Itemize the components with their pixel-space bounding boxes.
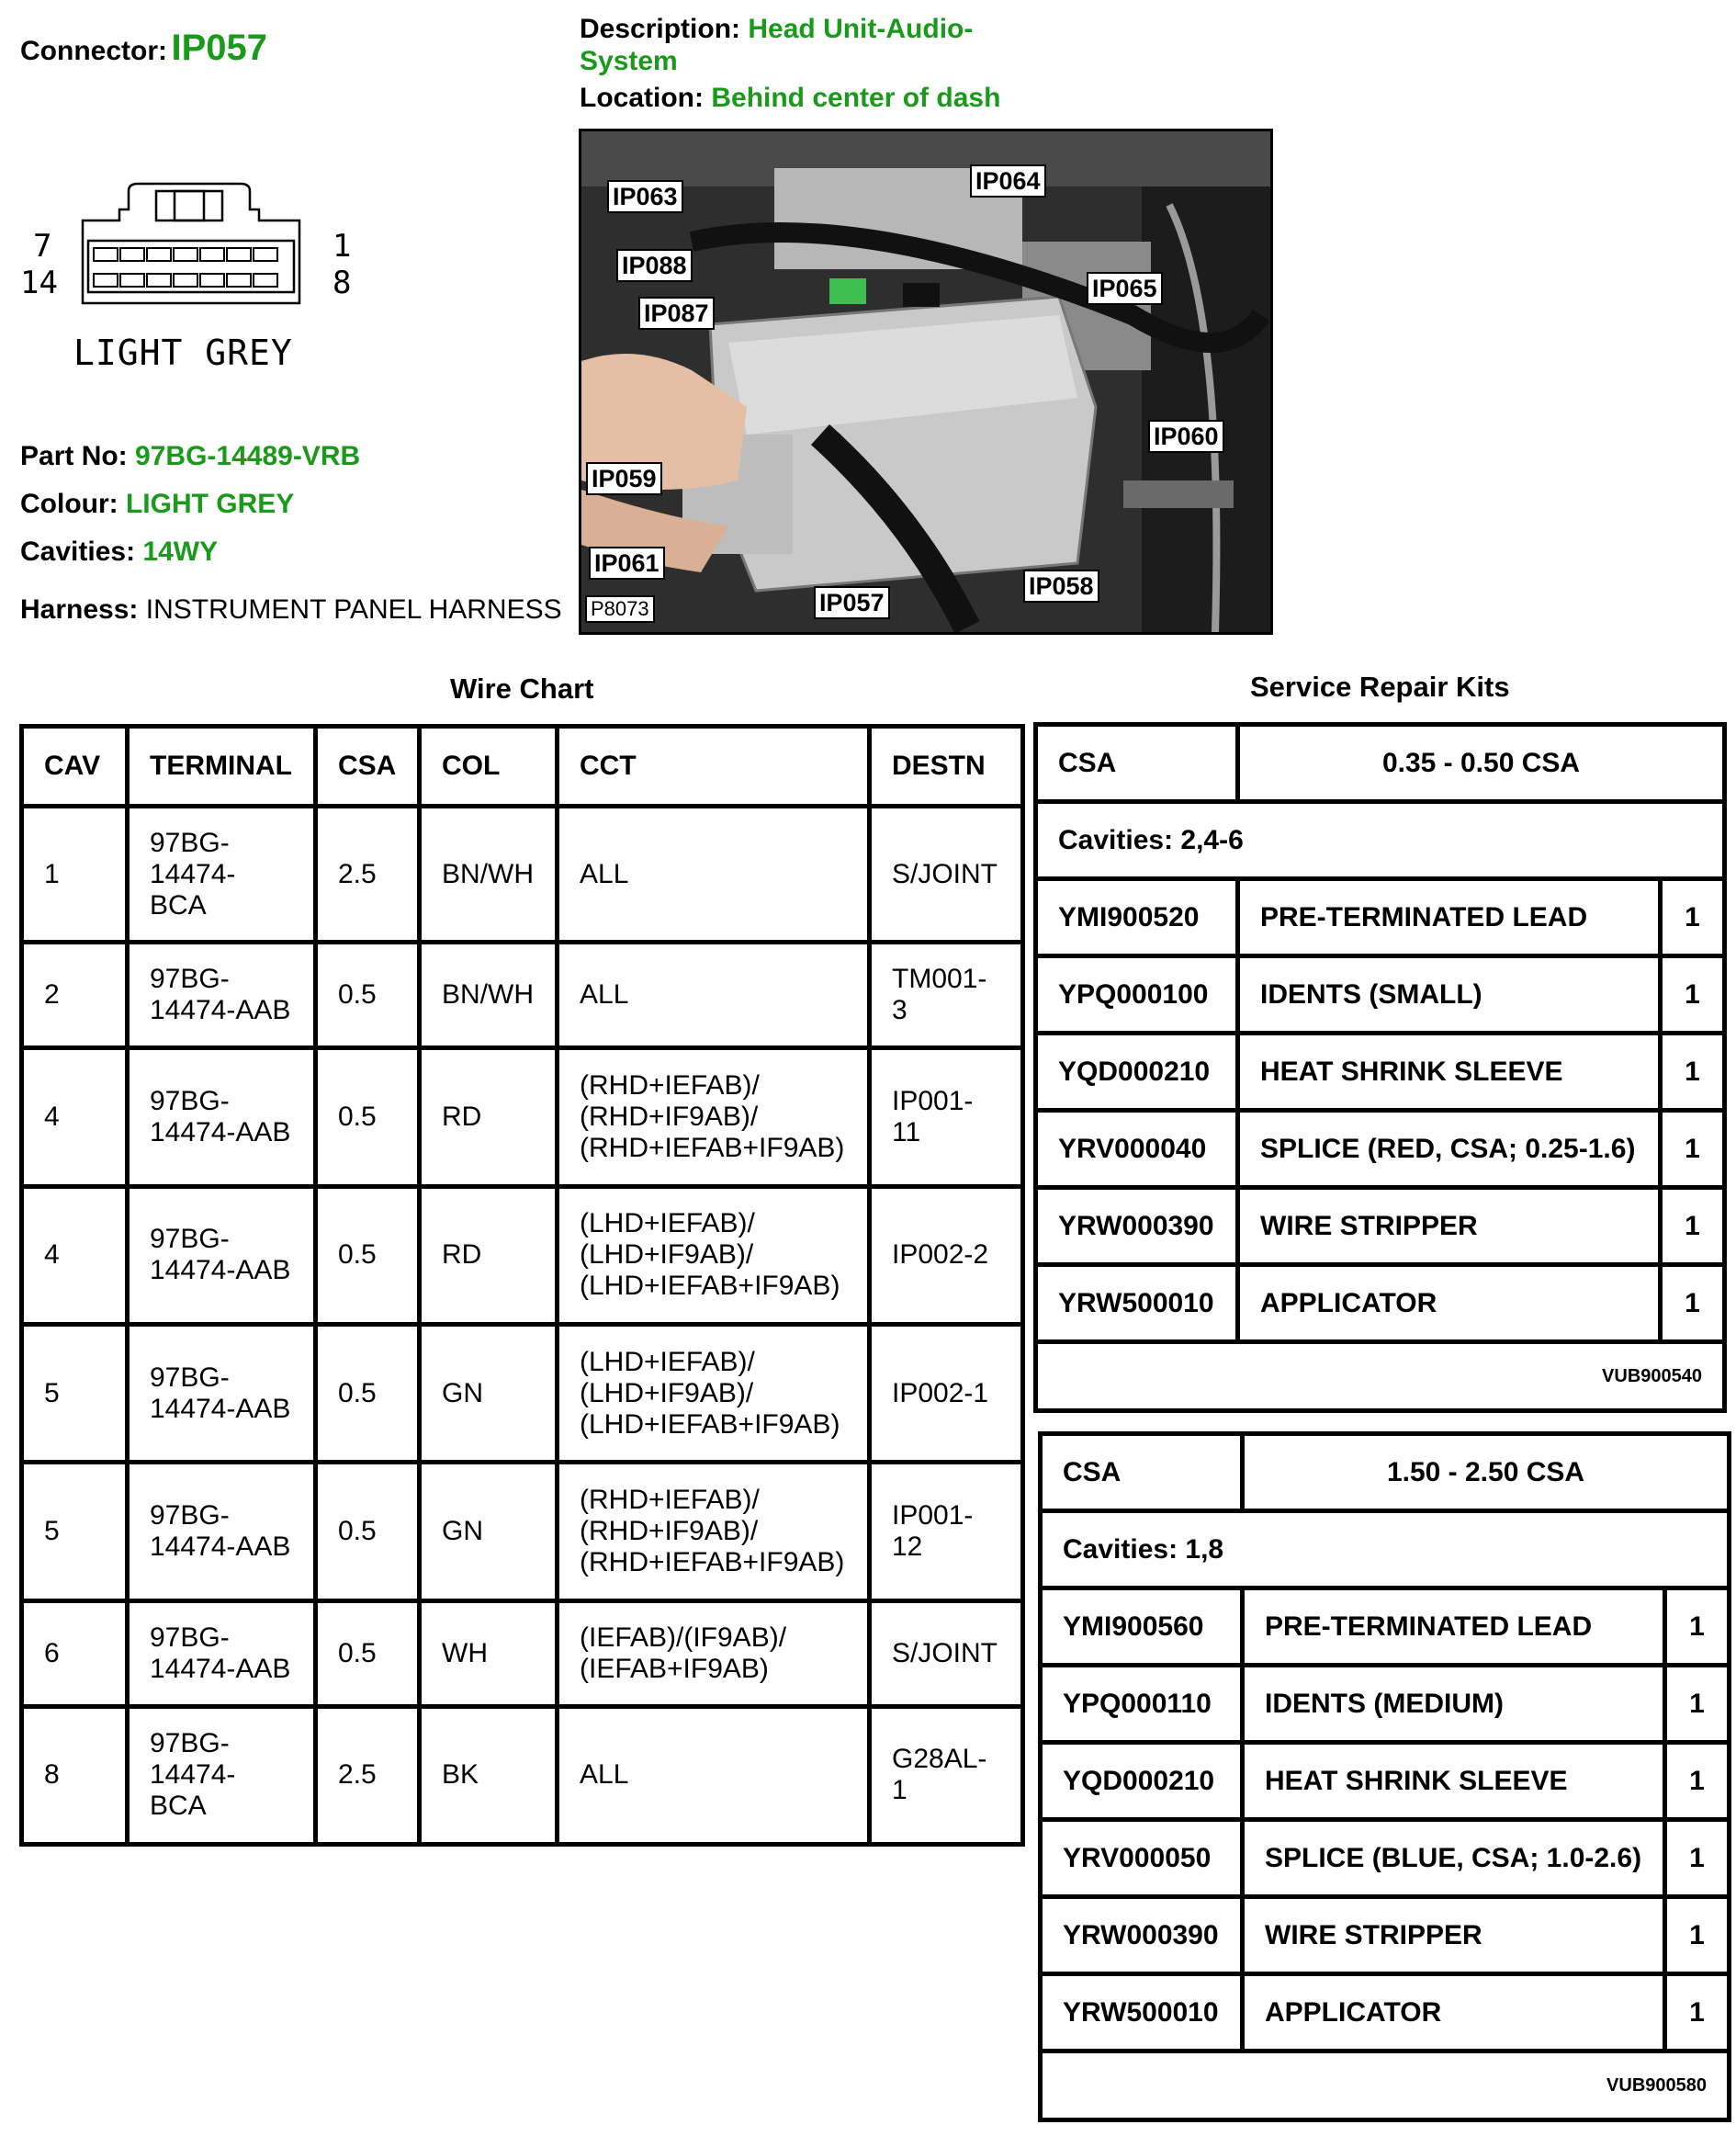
cell-terminal-line: 97BG- — [150, 1499, 230, 1531]
kit2-cavities: Cavities: 1,8 — [1041, 1511, 1730, 1588]
photo-tag-ip060: IP060 — [1148, 420, 1224, 453]
kit-item-desc: PRE-TERMINATED LEAD — [1238, 879, 1661, 956]
cell-col: GN — [420, 1324, 558, 1462]
cell-destn-line: TM001- — [892, 964, 987, 995]
kit1-csa-label: CSA — [1036, 725, 1238, 802]
cell-cct-line: ALL — [580, 979, 629, 1011]
cell-terminal-line: 97BG- — [150, 1224, 230, 1255]
kit-item-desc: SPLICE (RED, CSA; 0.25-1.6) — [1238, 1111, 1661, 1188]
cell-terminal-line: 14474-AAB — [150, 1255, 291, 1286]
cell-col: BN/WH — [420, 943, 558, 1048]
cell-terminal-line: 97BG- — [150, 1362, 230, 1393]
kit-item-desc: APPLICATOR — [1243, 1974, 1665, 2051]
photo-tag-ip061: IP061 — [589, 547, 665, 580]
cell-terminal-line: 14474-AAB — [150, 1393, 291, 1424]
kit1-cavities: Cavities: 2,4-6 — [1036, 802, 1725, 879]
pin-label-14: 14 — [20, 265, 58, 301]
kit-item-code: YQD000210 — [1041, 1743, 1243, 1820]
cell-csa: 0.5 — [316, 1186, 420, 1324]
kit-item-code: YMI900520 — [1036, 879, 1238, 956]
cell-col: BN/WH — [420, 807, 558, 943]
cell-cct — [558, 1186, 870, 1324]
cell-cct-line: (RHD+IF9AB)/ — [580, 1515, 759, 1546]
cell-terminal — [128, 1463, 316, 1600]
harness: Harness: INSTRUMENT PANEL HARNESS — [20, 594, 562, 625]
cell-terminal-line: BCA — [150, 1791, 207, 1822]
cell-cct-line: (LHD+IEFAB)/ — [580, 1346, 755, 1377]
cell-terminal-line: 97BG- — [150, 964, 230, 995]
kit-item-row — [1041, 1588, 1730, 1666]
cell-terminal-line: 97BG- — [150, 827, 230, 858]
photo-code: P8073 — [585, 595, 655, 623]
cell-destn-line: S/JOINT — [892, 858, 998, 889]
pin-label-8: 8 — [333, 265, 352, 301]
cell-col: GN — [420, 1463, 558, 1600]
col-header-destn: DESTN — [870, 727, 1023, 807]
col-header-cav: CAV — [22, 727, 128, 807]
cell-csa: 0.5 — [316, 1324, 420, 1462]
cell-terminal-line: 14474-AAB — [150, 1117, 291, 1148]
kit-item-row — [1036, 1111, 1725, 1188]
cell-cct-line: (IEFAB)/(IF9AB)/ — [580, 1622, 787, 1653]
cell-cav: 5 — [22, 1463, 128, 1600]
cell-col: RD — [420, 1186, 558, 1324]
cell-cct-line: (LHD+IEFAB+IF9AB) — [580, 1271, 840, 1302]
wire-chart-row — [22, 1706, 1023, 1844]
wire-chart-row — [22, 1186, 1023, 1324]
col-header-terminal: TERMINAL — [128, 727, 316, 807]
cell-destn — [870, 1048, 1023, 1186]
kit-item-code: YRW000390 — [1041, 1897, 1243, 1974]
cell-csa: 0.5 — [316, 943, 420, 1048]
kit-item-code: YRW000390 — [1036, 1188, 1238, 1265]
cell-destn-line: IP002-1 — [892, 1377, 989, 1408]
cell-csa: 2.5 — [316, 1706, 420, 1844]
kit-item-desc: APPLICATOR — [1238, 1265, 1661, 1342]
wire-chart-row — [22, 943, 1023, 1048]
cell-cct-line: (IEFAB+IF9AB) — [580, 1653, 769, 1684]
repair-kit-1 — [1033, 722, 1727, 1413]
colour: Colour: LIGHT GREY — [20, 489, 295, 519]
connector-heading: Connector: IP057 — [20, 28, 267, 68]
kit-item-row — [1036, 956, 1725, 1034]
kit-item-row — [1036, 1265, 1725, 1342]
kit-item-row — [1036, 879, 1725, 956]
kit-item-desc: HEAT SHRINK SLEEVE — [1243, 1743, 1665, 1820]
cell-destn-line: G28AL- — [892, 1744, 987, 1775]
cell-terminal — [128, 807, 316, 943]
kit-item-qty: 1 — [1665, 1974, 1730, 2051]
kit-item-row — [1036, 1188, 1725, 1265]
kit-item-desc: PRE-TERMINATED LEAD — [1243, 1588, 1665, 1666]
cell-cct — [558, 943, 870, 1048]
kit-item-code: YRW500010 — [1041, 1974, 1243, 2051]
kit-item-qty: 1 — [1661, 956, 1725, 1034]
cell-terminal — [128, 1600, 316, 1706]
cell-cct — [558, 1048, 870, 1186]
kit-item-code: YRW500010 — [1036, 1265, 1238, 1342]
cell-destn-line: IP002-2 — [892, 1239, 989, 1271]
kit-item-desc: IDENTS (SMALL) — [1238, 956, 1661, 1034]
cell-cav: 4 — [22, 1048, 128, 1186]
photo-tag-ip088: IP088 — [616, 249, 693, 282]
kit-item-code: YPQ000110 — [1041, 1666, 1243, 1743]
cell-cct — [558, 1324, 870, 1462]
cell-terminal — [128, 1048, 316, 1186]
description: Description: Head Unit-Audio- System — [580, 14, 974, 76]
cell-cct — [558, 1463, 870, 1600]
kit-item-code: YQD000210 — [1036, 1034, 1238, 1111]
cell-destn-line: 1 — [892, 1775, 907, 1806]
kit-item-qty: 1 — [1665, 1666, 1730, 1743]
kit-item-code: YRV000040 — [1036, 1111, 1238, 1188]
kit-item-code: YPQ000100 — [1036, 956, 1238, 1034]
col-header-col: COL — [420, 727, 558, 807]
photo-tag-ip065: IP065 — [1087, 272, 1163, 305]
photo-tag-ip064: IP064 — [970, 164, 1046, 198]
cell-cav: 8 — [22, 1706, 128, 1844]
wire-chart-row — [22, 1463, 1023, 1600]
cell-cct-line: ALL — [580, 1759, 629, 1791]
col-header-csa: CSA — [316, 727, 420, 807]
cell-destn-line: IP001- — [892, 1499, 974, 1531]
photo-scene — [581, 131, 1270, 632]
cell-destn-line: 12 — [892, 1531, 923, 1562]
kit-item-row — [1041, 1820, 1730, 1897]
kit-item-qty: 1 — [1661, 1265, 1725, 1342]
cell-destn — [870, 1463, 1023, 1600]
wire-chart-row — [22, 1600, 1023, 1706]
service-kits-title: Service Repair Kits — [1250, 671, 1510, 703]
cell-terminal — [128, 1324, 316, 1462]
kit-item-row — [1036, 1034, 1725, 1111]
cell-terminal — [128, 1706, 316, 1844]
kit-item-qty: 1 — [1665, 1743, 1730, 1820]
kit-item-qty: 1 — [1661, 1034, 1725, 1111]
kit-item-row — [1041, 1897, 1730, 1974]
kit-item-desc: WIRE STRIPPER — [1238, 1188, 1661, 1265]
kit-item-row — [1041, 1743, 1730, 1820]
connector-colour-text: LIGHT GREY — [73, 333, 293, 373]
pin-label-1: 1 — [333, 228, 352, 265]
cell-cct-line: (LHD+IF9AB)/ — [580, 1377, 754, 1408]
part-no: Part No: 97BG-14489-VRB — [20, 441, 361, 471]
wire-chart-row — [22, 1048, 1023, 1186]
cell-csa: 0.5 — [316, 1463, 420, 1600]
cell-cav: 6 — [22, 1600, 128, 1706]
kit-item-row — [1041, 1666, 1730, 1743]
cell-cct-line: (RHD+IEFAB)/ — [580, 1070, 760, 1102]
kit-item-qty: 1 — [1665, 1588, 1730, 1666]
cell-destn-line: S/JOINT — [892, 1637, 998, 1668]
cell-destn — [870, 1600, 1023, 1706]
location-photo — [579, 129, 1273, 635]
kit-item-desc: IDENTS (MEDIUM) — [1243, 1666, 1665, 1743]
cell-terminal-line: 14474-AAB — [150, 995, 291, 1026]
cell-cct-line: ALL — [580, 858, 629, 889]
cell-terminal-line: 14474-AAB — [150, 1531, 291, 1562]
cell-terminal-line: 97BG- — [150, 1086, 230, 1117]
kit1-csa-range: 0.35 - 0.50 CSA — [1238, 725, 1725, 802]
cell-terminal-line: 14474- — [150, 1759, 236, 1791]
cell-cct — [558, 807, 870, 943]
cell-destn-line: 11 — [892, 1117, 921, 1148]
wire-chart-table — [19, 724, 1025, 1847]
pin-label-7: 7 — [33, 228, 52, 265]
photo-tag-ip059: IP059 — [586, 462, 662, 495]
cell-cct — [558, 1706, 870, 1844]
cell-csa: 0.5 — [316, 1048, 420, 1186]
connector-id: IP057 — [171, 28, 267, 68]
wire-chart-row — [22, 807, 1023, 943]
cell-destn — [870, 1706, 1023, 1844]
cell-destn — [870, 1186, 1023, 1324]
kit-item-code: YRV000050 — [1041, 1820, 1243, 1897]
cell-terminal-line: 14474- — [150, 858, 236, 889]
kit-item-row — [1041, 1974, 1730, 2051]
photo-tag-ip057: IP057 — [814, 586, 890, 619]
kit1-code: VUB900540 — [1036, 1342, 1725, 1411]
cell-destn — [870, 1324, 1023, 1462]
cell-col: WH — [420, 1600, 558, 1706]
cell-terminal-line: 14474-AAB — [150, 1653, 291, 1684]
cell-destn-line: 3 — [892, 995, 907, 1026]
cell-cct-line: (RHD+IEFAB+IF9AB) — [580, 1133, 845, 1164]
kit-item-qty: 1 — [1665, 1897, 1730, 1974]
cell-terminal-line: 97BG- — [150, 1728, 230, 1759]
cell-cct-line: (LHD+IEFAB)/ — [580, 1208, 755, 1239]
photo-tag-ip058: IP058 — [1023, 570, 1099, 603]
cavities: Cavities: 14WY — [20, 537, 219, 567]
cell-cav: 5 — [22, 1324, 128, 1462]
cell-terminal — [128, 943, 316, 1048]
location: Location: Behind center of dash — [580, 83, 1001, 113]
cell-cav: 4 — [22, 1186, 128, 1324]
kit-item-desc: WIRE STRIPPER — [1243, 1897, 1665, 1974]
repair-kit-2 — [1038, 1431, 1731, 2122]
cell-cct-line: (RHD+IEFAB+IF9AB) — [580, 1546, 845, 1577]
cell-cct-line: (LHD+IEFAB+IF9AB) — [580, 1408, 840, 1440]
cell-terminal-line: 97BG- — [150, 1622, 230, 1653]
kit-item-qty: 1 — [1661, 1188, 1725, 1265]
cell-cct-line: (RHD+IF9AB)/ — [580, 1102, 759, 1133]
kit-item-qty: 1 — [1661, 879, 1725, 956]
kit2-csa-label: CSA — [1041, 1434, 1243, 1511]
cell-csa: 0.5 — [316, 1600, 420, 1706]
cell-terminal-line: BCA — [150, 889, 207, 921]
connector-face-diagram — [20, 175, 367, 386]
kit-item-desc: SPLICE (BLUE, CSA; 1.0-2.6) — [1243, 1820, 1665, 1897]
col-header-cct: CCT — [558, 727, 870, 807]
wire-chart-row — [22, 1324, 1023, 1462]
wire-chart-title: Wire Chart — [450, 672, 594, 705]
cell-cav: 1 — [22, 807, 128, 943]
photo-tag-ip063: IP063 — [607, 180, 683, 213]
kit2-code: VUB900580 — [1041, 2051, 1730, 2120]
cell-destn-line: IP001- — [892, 1086, 974, 1117]
cell-cct-line: (RHD+IEFAB)/ — [580, 1484, 760, 1515]
cell-cct — [558, 1600, 870, 1706]
cell-col: RD — [420, 1048, 558, 1186]
photo-tag-ip087: IP087 — [638, 297, 715, 330]
cell-csa: 2.5 — [316, 807, 420, 943]
wire-chart-header-row — [22, 727, 1023, 807]
cell-terminal — [128, 1186, 316, 1324]
kit2-csa-range: 1.50 - 2.50 CSA — [1243, 1434, 1730, 1511]
kit-item-qty: 1 — [1661, 1111, 1725, 1188]
cell-col: BK — [420, 1706, 558, 1844]
cell-cct-line: (LHD+IF9AB)/ — [580, 1239, 754, 1271]
cell-destn — [870, 807, 1023, 943]
cell-destn — [870, 943, 1023, 1048]
kit-item-qty: 1 — [1665, 1820, 1730, 1897]
kit-item-desc: HEAT SHRINK SLEEVE — [1238, 1034, 1661, 1111]
cell-cav: 2 — [22, 943, 128, 1048]
kit-item-code: YMI900560 — [1041, 1588, 1243, 1666]
